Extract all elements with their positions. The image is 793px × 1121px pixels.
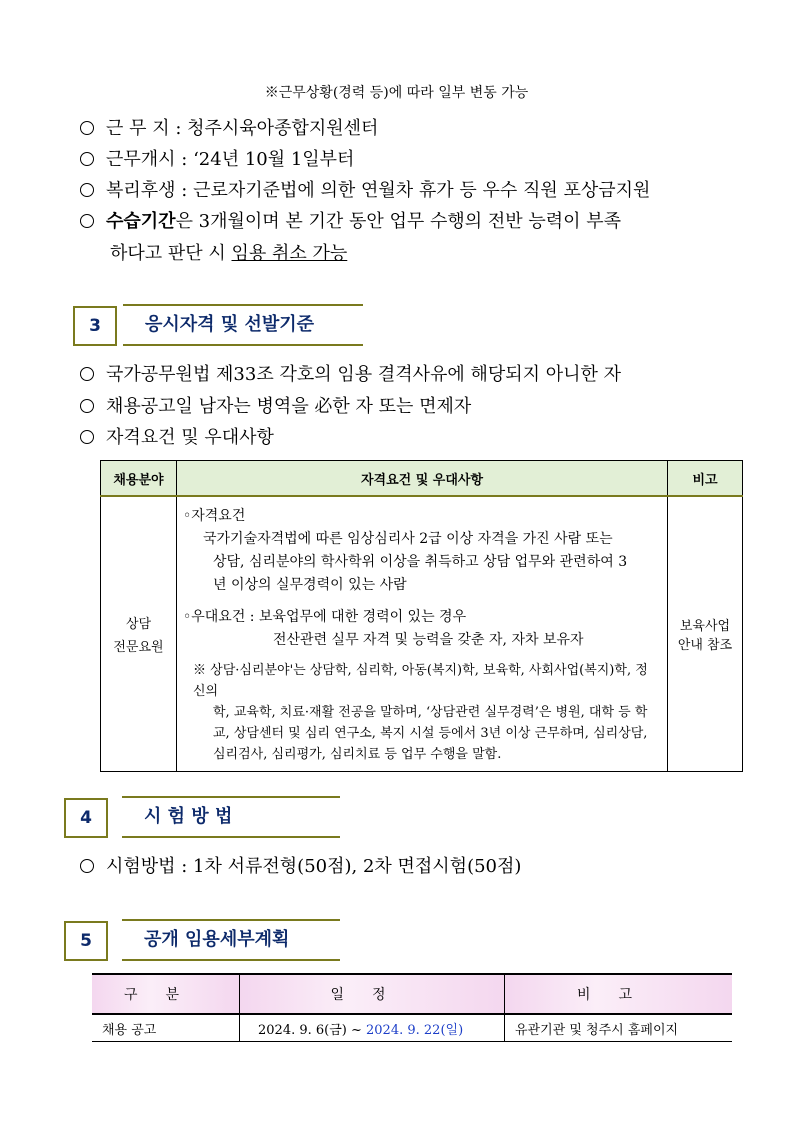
circle-bullet-icon bbox=[80, 121, 94, 135]
header-schedule: 일정 bbox=[240, 974, 505, 1014]
probation-line-2: 하다고 판단 시 임용 취소 가능 bbox=[110, 243, 348, 264]
table-row bbox=[101, 496, 743, 772]
section-3-item-1: 국가공무원법 제33조 각호의 임용 결격사유에 해당되지 아니한 자 bbox=[80, 360, 621, 386]
remark-cell: 유관기관 및 청주시 홈페이지 bbox=[505, 1014, 733, 1042]
table-row bbox=[92, 1014, 732, 1042]
section-5-number: 5 bbox=[64, 921, 108, 961]
requirements-cell: ◦자격요건 국가기술자격법에 따른 임상심리사 2급 이상 자격을 가진 사람 또는 상담, 심리분야의 학사학위 이상을 취득하고 상담 업무와 관련하여 3 년 이상의 실무경력이 있는 사람 ◦우대요건 : 보육업무에 대한 경력이 있는 경우 전산관련 실무 자격 및 능력을 갖춘 자, 자차 보유자 ※ 상담·심리분야'는 상담학, 심리학, 아동(복지)학, 보육학, 사회사업(복지)학, 정신의 학, 교육학, 치료·재활 전공을 말하며, ‘상담관련 실무경력’은 병원, 대학 등 학 교, 상담센터 및 심리 연구소, 복지 시설 등에서 3년 이상 근무하며, 심리상담, 심리검사, 심리평가, 심리치료 등 업무 수행을 말함. bbox=[177, 496, 668, 772]
circle-bullet-icon bbox=[80, 152, 94, 166]
header-remark: 비고 bbox=[668, 461, 743, 497]
section-3-item-3: 자격요건 및 우대사항 bbox=[80, 423, 274, 449]
probation-line-1: 수습기간은 3개월이며 본 기간 동안 업무 수행의 전반 능력이 부족 bbox=[80, 207, 621, 233]
schedule-table bbox=[92, 973, 732, 1042]
condition-workplace: 근 무 지 : 청주시육아종합지원센터 bbox=[80, 114, 378, 140]
probation-underlined: 임용 취소 가능 bbox=[231, 243, 348, 264]
circle-bullet-icon bbox=[80, 399, 94, 413]
table-header-row bbox=[92, 974, 732, 1014]
section-4-title: 시 험 방 법 bbox=[122, 796, 340, 838]
header-requirements: 자격요건 및 우대사항 bbox=[177, 461, 668, 497]
header-category: 구분 bbox=[92, 974, 240, 1014]
table-header-row bbox=[101, 461, 743, 497]
circle-bullet-icon bbox=[80, 430, 94, 444]
section-5-title: 공개 임용세부계획 bbox=[122, 919, 340, 961]
section-4-item: 시험방법 : 1차 서류전형(50점), 2차 면접시험(50점) bbox=[80, 852, 521, 878]
section-3-item-2: 채용공고일 남자는 병역을 必한 자 또는 면제자 bbox=[80, 392, 471, 418]
field-cell: 상담 전문요원 bbox=[101, 496, 177, 772]
section-4-number: 4 bbox=[64, 798, 108, 838]
probation-bold: 수습기간 bbox=[106, 211, 176, 232]
remark-cell: 보육사업 안내 참조 bbox=[668, 496, 743, 772]
circle-bullet-icon bbox=[80, 214, 94, 228]
section-3-title: 응시자격 및 선발기준 bbox=[123, 304, 363, 346]
top-note: ※근무상황(경력 등)에 따라 일부 변동 가능 bbox=[264, 85, 529, 101]
section-3-number: 3 bbox=[73, 306, 117, 346]
schedule-cell: 2024. 9. 6(금) ~ 2024. 9. 22(일) bbox=[240, 1014, 505, 1042]
circle-bullet-icon bbox=[80, 859, 94, 873]
condition-start-date: 근무개시 : ‘24년 10월 1일부터 bbox=[80, 145, 354, 171]
circle-bullet-icon bbox=[80, 367, 94, 381]
qualification-table bbox=[100, 460, 743, 772]
header-remark: 비고 bbox=[505, 974, 733, 1014]
condition-welfare: 복리후생 : 근로자기준법에 의한 연월차 휴가 등 우수 직원 포상금지원 bbox=[80, 176, 650, 202]
header-field: 채용분야 bbox=[101, 461, 177, 497]
category-cell: 채용 공고 bbox=[92, 1014, 240, 1042]
circle-bullet-icon bbox=[80, 183, 94, 197]
